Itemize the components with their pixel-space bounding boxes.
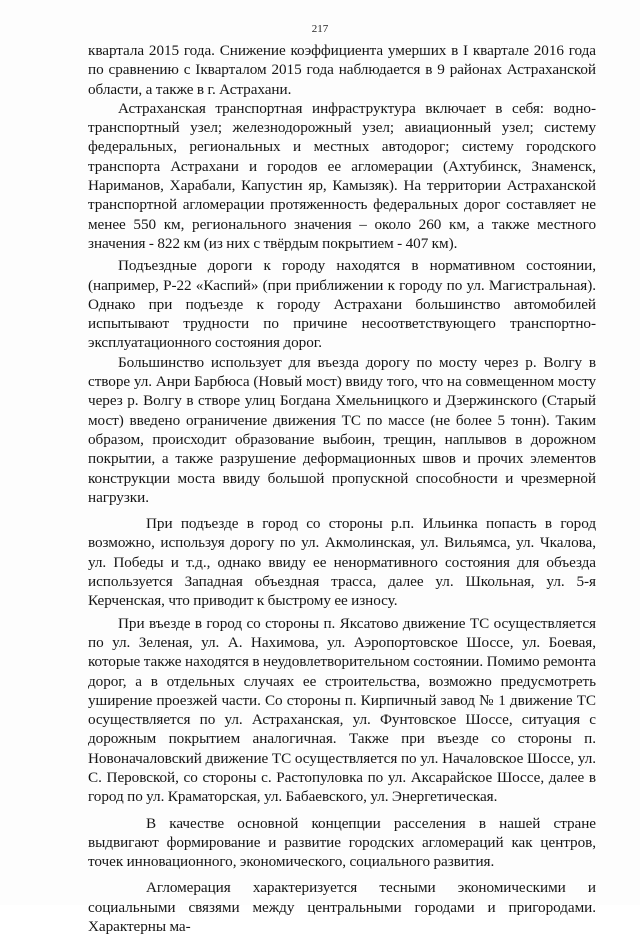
paragraph-yaksatovo-entry: При въезде в город со стороны п. Яксатово движение ТС осуществляется по ул. Зеленая, ул. А. Нахимова, ул. Аэропортовское Шоссе, ул. Боевая, которые также находятся в неудовлетворительном состоянии. Помимо ремонта дорог, а в отдельных случаях ее строительства, возможно предусмотреть уширение проезжей части. Со стороны п. Кирпичный завод № 1 движение ТС осуществляется по ул. Астраханская, ул. Фунтовское Шоссе, ситуация с дорожным покрытием аналогичная. Также при въезде со стороны п. Новоначаловский движение ТС осуществляется по ул. Началовское Шоссе, ул. С. Перовской, со стороны с. Растопуловка по ул. Аксарайское Шоссе, далее в город по ул. Краматорская, ул. Бабаевского, ул. Энергетическая. — [88, 614, 596, 806]
paragraph-settlement-concept: В качестве основной концепции расселения в нашей стране выдвигают формирование и развитие городских агломераций как центров, точек инновационного, экономического, социального развития. — [88, 814, 596, 871]
paragraph-bridge-entry: Большинство использует для въезда дорогу по мосту через р. Волгу в створе ул. Анри Барбюса (Новый мост) ввиду того, что на совмещенном мосту через р. Волгу в створе улиц Богдана Хмельницкого и Дзержинского (Старый мост) введено ограничение движения ТС по массе (не более 5 тонн). Таким образом, происходит образование выбоин, трещин, наплывов в дорожном покрытии, а также разрушение деформационных швов и прочих элементов конструкции моста ввиду большой пропускной способности и чрезмерной нагрузки. — [88, 353, 596, 506]
paragraph-agglomeration-definition: Агломерация характеризуется тесными экономическими и социальными связями между центральными городами и пригородами. Характерны ма- — [88, 879, 596, 936]
document-body — [88, 41, 596, 936]
paragraph-transport-infrastructure: Астраханская транспортная инфраструктура включает в себя: водно-транспортный узел; железнодорожный узел; авиационный узел; систему федеральных, региональных и местных автодорог; систему городского транспорта Астрахани и городов ее агломерации (Ахтубинск, Знаменск, Нариманов, Харабали, Капустин яр, Камызяк). На территории Астраханской транспортной агломерации протяженность федеральных дорог составляет не менее 550 км, регионального значения – около 260 км, а также местного значения - 822 км (из них с твёрдым покрытием - 407 км). — [88, 99, 596, 252]
paragraph-mortality-continuation: квартала 2015 года. Снижение коэффициента умерших в I квартале 2016 года по сравнению с Iкварталом 2015 года наблюдается в 9 районах Астраханской области, а также в г. Астрахани. — [88, 42, 596, 98]
paragraph-ilyinka-entry: При подъезде в город со стороны р.п. Ильинка попасть в город возможно, используя дорогу по ул. Акмолинская, ул. Вильямса, ул. Чкалова, ул. Победы и т.д., однако ввиду ее ненормативного состояния для объезда используется Западная объездная трасса, далее ул. Школьная, ул. 5-я Керченская, что приводит к быстрому ее износу. — [88, 515, 596, 610]
paragraph-access-roads: Подъездные дороги к городу находятся в нормативном состоянии, (например, Р-22 «Каспий» (при приближении к городу по ул. Магистральная). Однако при подъезде к городу Астрахани большинство автомобилей испытывают трудности по причине несоответствующего транспортно-эксплуатационного состояния дорог. — [88, 257, 596, 352]
page-number: 217 — [311, 23, 329, 35]
